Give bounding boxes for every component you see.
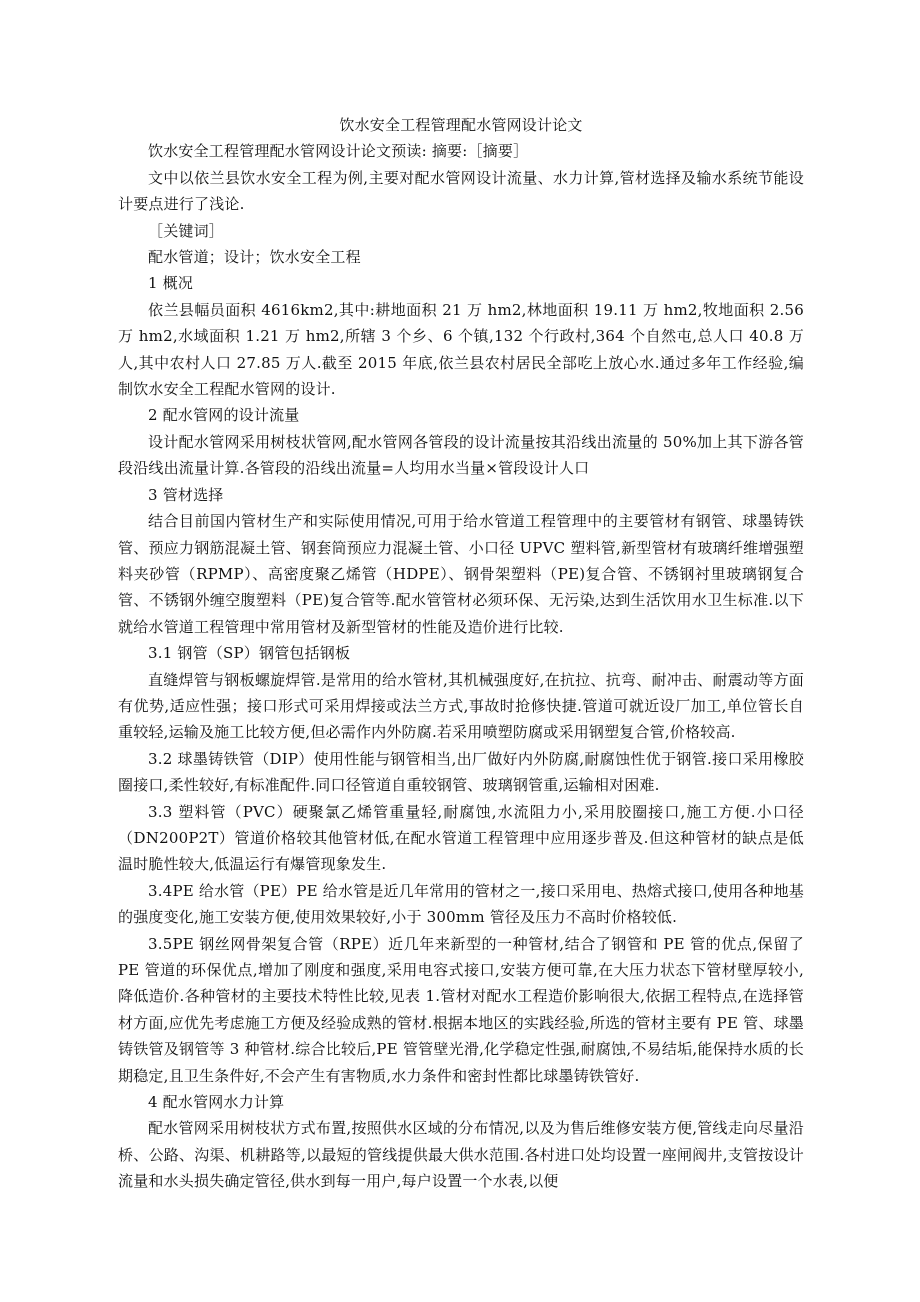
- section-heading: ［关键词］: [148, 221, 225, 240]
- body-paragraph: 结合目前国内管材生产和实际使用情况,可用于给水管道工程管理中的主要管材有钢管、球墨铸铁管、预应力钢筋混凝土管、钢套筒预应力混凝土管、小口径 UPVC 塑料管,新型管材有玻璃纤维增强塑料夹砂管（RPMP）、高密度聚乙烯管（HDPE）、钢骨架塑料（PE)复合管、不锈钢衬里玻璃钢复合管、不锈钢外缠空腹塑料（PE)复合管等.配水管管材必须环保、无污染,达到生活饮用水卫生标准.以下就给水管道工程管理中常用管材及新型管材的性能及造价进行比较.: [118, 512, 804, 636]
- body-paragraph: 文中以依兰县饮水安全工程为例,主要对配水管网设计流量、水力计算,管材选择及输水系统节能设计要点进行了浅论.: [118, 168, 804, 214]
- section-heading: 3.1 钢管（SP）钢管包括钢板: [148, 644, 351, 663]
- body-paragraph: 3.4PE 给水管（PE）PE 给水管是近几年常用的管材之一,接口采用电、热熔式接口,使用各种地基的强度变化,施工安装方便,使用效果较好,小于 300mm 管径及压力不高时价格较低.: [118, 881, 804, 927]
- document-title: 饮水安全工程管理配水管网设计论文: [339, 116, 583, 134]
- body-paragraph: 3.3 塑料管（PVC）硬聚氯乙烯管重量轻,耐腐蚀,水流阻力小,采用胶圈接口,施工方便.小口径（DN200P2T）管道价格较其他管材低,在配水管道工程管理中应用逐步普及.但这种管材的缺点是低温时脆性较大,低温运行有爆管现象发生.: [118, 802, 804, 874]
- section-heading: 3 管材选择: [148, 485, 224, 504]
- body-paragraph: 依兰县幅员面积 4616km2,其中:耕地面积 21 万 hm2,林地面积 19.11 万 hm2,牧地面积 2.56 万 hm2,水域面积 1.21 万 hm2,所辖 3 个乡、6 个镇,132 个行政村,364 个自然屯,总人口 40.8 万人,其中农村人口 27.85 万人.截至 2015 年底,依兰县农村居民全部吃上放心水.通过多年工作经验,编制饮水安全工程配水管网的设计.: [118, 300, 804, 399]
- document-page: [118, 112, 804, 1195]
- body-paragraph: 饮水安全工程管理配水管网设计论文预读: 摘要:［摘要］: [148, 142, 529, 161]
- body-paragraph: 3.5PE 钢丝网骨架复合管（RPE）近几年来新型的一种管材,结合了钢管和 PE 管的优点,保留了 PE 管道的环保优点,增加了刚度和强度,采用电容式接口,安装方便可靠,在大压力状态下管材壁厚较小,降低造价.各种管材的主要技术特性比较,见表 1.管材对配水工程造价影响很大,依据工程特点,在选择管材方面,应优先考虑施工方便及经验成熟的管材.根据本地区的实践经验,所选的管材主要有 PE 管、球墨铸铁管及钢管等 3 种管材.综合比较后,PE 管管壁光滑,化学稳定性强,耐腐蚀,不易结垢,能保持水质的长期稳定,且卫生条件好,不会产生有害物质,水力条件和密封性都比球墨铸铁管好.: [118, 934, 804, 1085]
- section-heading: 4 配水管网水力计算: [148, 1093, 285, 1112]
- section-heading: 1 概况: [148, 274, 194, 293]
- section-heading: 2 配水管网的设计流量: [148, 406, 300, 425]
- body-paragraph: 设计配水管网采用树枝状管网,配水管网各管段的设计流量按其沿线出流量的 50%加上其下游各管段沿线出流量计算.各管段的沿线出流量=人均用水当量×管段设计人口: [118, 432, 804, 478]
- document-body: [118, 138, 804, 1194]
- body-paragraph: 3.2 球墨铸铁管（DIP）使用性能与钢管相当,出厂做好内外防腐,耐腐蚀性优于钢管.接口采用橡胶圈接口,柔性较好,有标准配件.同口径管道自重较钢管、玻璃钢管重,运输相对困难.: [118, 749, 804, 795]
- body-paragraph: 直缝焊管与钢板螺旋焊管.是常用的给水管材,其机械强度好,在抗拉、抗弯、耐冲击、耐震动等方面有优势,适应性强；接口形式可采用焊接或法兰方式,事故时抢修快捷.管道可就近设厂加工,单位管长自重较轻,运输及施工比较方便,但必需作内外防腐.若采用喷塑防腐或采用钢塑复合管,价格较高.: [118, 670, 804, 742]
- section-heading: 配水管道；设计；饮水安全工程: [148, 248, 361, 267]
- body-paragraph: 配水管网采用树枝状方式布置,按照供水区域的分布情况,以及为售后维修安装方便,管线走向尽量沿桥、公路、沟渠、机耕路等,以最短的管线提供最大供水范围.各村进口处均设置一座闸阀井,支管按设计流量和水头损失确定管径,供水到每一用户,每户设置一个水表,以便: [118, 1119, 804, 1191]
